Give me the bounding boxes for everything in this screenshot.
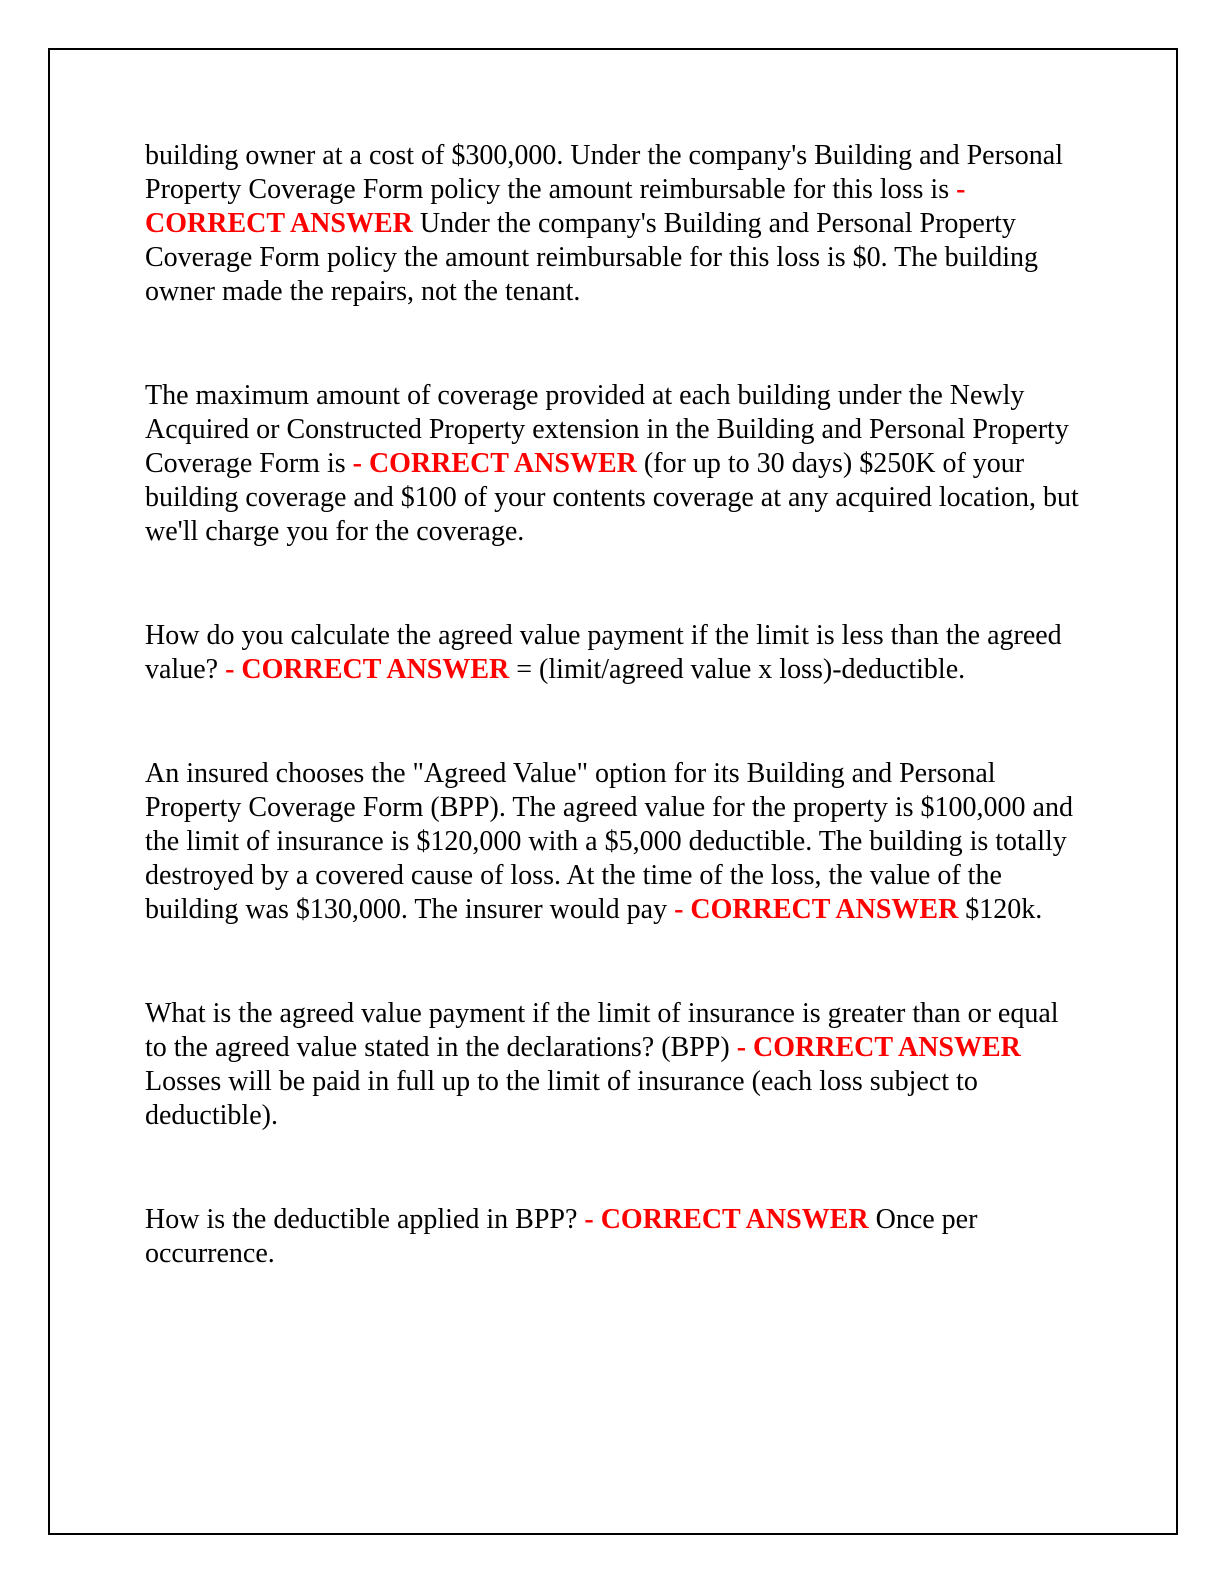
correct-answer-marker: - CORRECT ANSWER — [352, 448, 637, 479]
document-content — [145, 139, 1085, 1341]
paragraph-text: How do you calculate the agreed value payment if the limit is less than the agreed value? — [145, 620, 1062, 685]
correct-answer-marker: - CORRECT ANSWER — [225, 654, 510, 685]
paragraph-text: $120k. — [958, 894, 1043, 925]
paragraph-text: What is the agreed value payment if the limit of insurance is greater than or equal to the agreed value stated in the declarations? (BPP) — [145, 998, 1059, 1063]
paragraph-text: building owner at a cost of $300,000. Under the company's Building and Personal Property Coverage Form policy the amount reimbursable for this loss is — [145, 140, 1063, 205]
correct-answer-marker: - CORRECT ANSWER — [145, 174, 966, 239]
paragraph-text: The maximum amount of coverage provided at each building under the Newly Acquired or Constructed Property extension in the Building and Personal Property Coverage Form is — [145, 380, 1069, 479]
paragraph-text: Once per occurrence. — [145, 1204, 978, 1269]
paragraph-text: Under the company's Building and Personal Property Coverage Form policy the amount reimbursable for this loss is $0. The building owner made the repairs, not the tenant. — [145, 208, 1039, 307]
qa-paragraph — [145, 1203, 1085, 1271]
paragraph-text: Losses will be paid in full up to the limit of insurance (each loss subject to deductible). — [145, 1066, 978, 1131]
paragraph-text: (for up to 30 days) $250K of your building coverage and $100 of your contents coverage at any acquired location, but we'll charge you for the coverage. — [145, 448, 1079, 547]
paragraph-text: = (limit/agreed value x loss)-deductible. — [509, 654, 966, 685]
correct-answer-marker: - CORRECT ANSWER — [736, 1032, 1021, 1063]
qa-paragraph — [145, 757, 1085, 927]
correct-answer-marker: - CORRECT ANSWER — [584, 1204, 869, 1235]
paragraph-text: How is the deductible applied in BPP? — [145, 1204, 585, 1235]
qa-paragraph — [145, 619, 1085, 687]
qa-paragraph — [145, 997, 1085, 1133]
paragraph-text: An insured chooses the "Agreed Value" option for its Building and Personal Property Coverage Form (BPP). The agreed value for the property is $100,000 and the limit of insurance is $120,000 with a $5,000 deductible. The building is totally destroyed by a covered cause of loss. At the time of the loss, the value of the building was $130,000. The insurer would pay — [145, 758, 1073, 925]
correct-answer-marker: - CORRECT ANSWER — [674, 894, 959, 925]
qa-paragraph — [145, 379, 1085, 549]
qa-paragraph — [145, 139, 1085, 309]
